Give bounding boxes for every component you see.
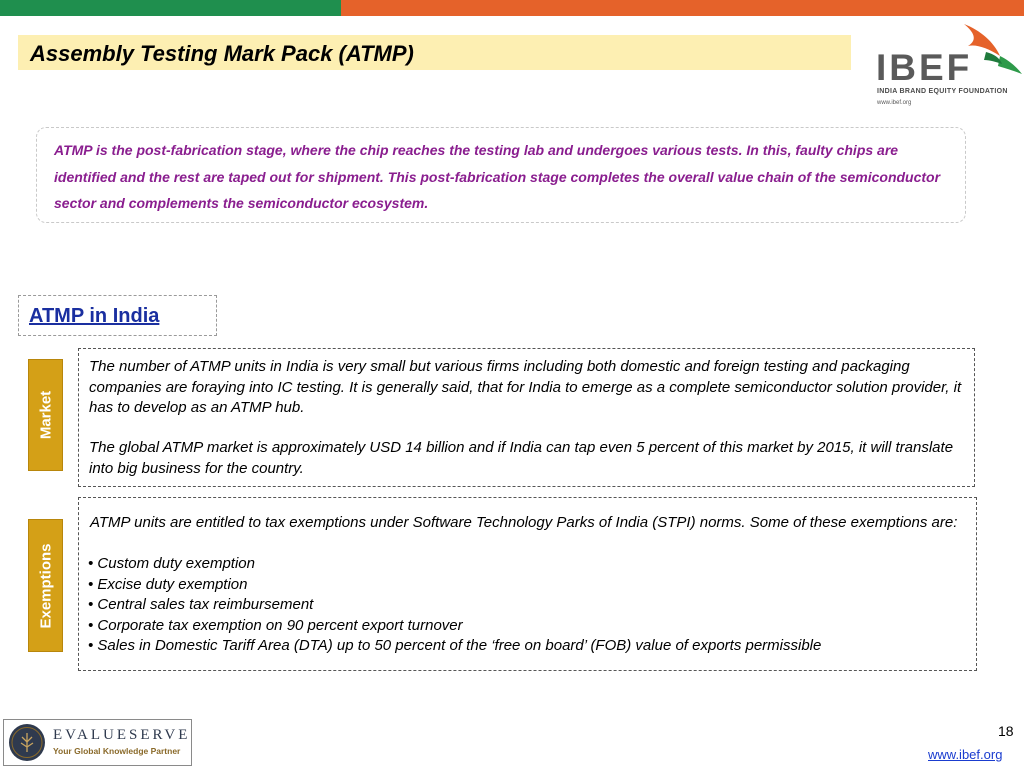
market-paragraph-1: The number of ATMP units in India is very small but various firms including both domestic and foreign testing and packaging companies are foraying into IC testing. It is generally said, that for India to emerge as a complete semiconductor solution provider, it has to develop as an ATMP hub. bbox=[89, 358, 962, 416]
ibef-logo bbox=[870, 22, 1024, 110]
market-tab bbox=[28, 359, 63, 471]
evalueserve-tagline: Your Global Knowledge Partner bbox=[53, 746, 181, 756]
evalueserve-logo bbox=[3, 719, 192, 766]
exemption-item: • Sales in Domestic Tariff Area (DTA) up to 50 percent of the ‘free on board’ (FOB) value of exports permissible bbox=[88, 637, 822, 654]
page-number: 18 bbox=[998, 723, 1014, 739]
ibef-subtitle: INDIA BRAND EQUITY FOUNDATION bbox=[877, 88, 1008, 95]
evalueserve-wordmark: EVALUESERVE bbox=[53, 727, 191, 743]
exemption-item: • Corporate tax exemption on 90 percent export turnover bbox=[88, 616, 463, 634]
footer-website-link[interactable]: www.ibef.org bbox=[928, 747, 1003, 762]
market-tab-label: Market bbox=[37, 390, 54, 440]
ibef-wordmark: IBEF bbox=[876, 47, 973, 88]
exemption-item: • Excise duty exemption bbox=[88, 575, 248, 593]
market-paragraph-2: The global ATMP market is approximately USD 14 billion and if India can tap even 5 percent of this market by 2015, it will translate into big business for the country. bbox=[89, 439, 954, 477]
top-bar-orange bbox=[341, 0, 1024, 16]
exemptions-tab bbox=[28, 519, 63, 652]
top-bar-green bbox=[0, 0, 341, 16]
exemptions-tab-label: Exemptions bbox=[37, 542, 54, 629]
exemptions-list bbox=[88, 554, 968, 657]
ibef-url: www.ibef.org bbox=[877, 100, 912, 106]
page-title: Assembly Testing Mark Pack (ATMP) bbox=[30, 41, 414, 66]
exemption-item: • Central sales tax reimbursement bbox=[88, 596, 314, 613]
exemption-item: • Custom duty exemption bbox=[88, 555, 255, 572]
section-heading: ATMP in India bbox=[29, 305, 160, 327]
evalueserve-emblem-icon bbox=[9, 724, 45, 761]
exemptions-intro: ATMP units are entitled to tax exemptions under Software Technology Parks of India (STPI) norms. Some of these exemptions are: bbox=[90, 514, 958, 531]
intro-text: ATMP is the post-fabrication stage, where the chip reaches the testing lab and undergoes various tests. In this, faulty chips are identified and the rest are taped out for shipment. This post-fabrication stage completes the overall value chain of the semiconductor sector and complements the semiconductor ecosystem. bbox=[54, 142, 941, 211]
